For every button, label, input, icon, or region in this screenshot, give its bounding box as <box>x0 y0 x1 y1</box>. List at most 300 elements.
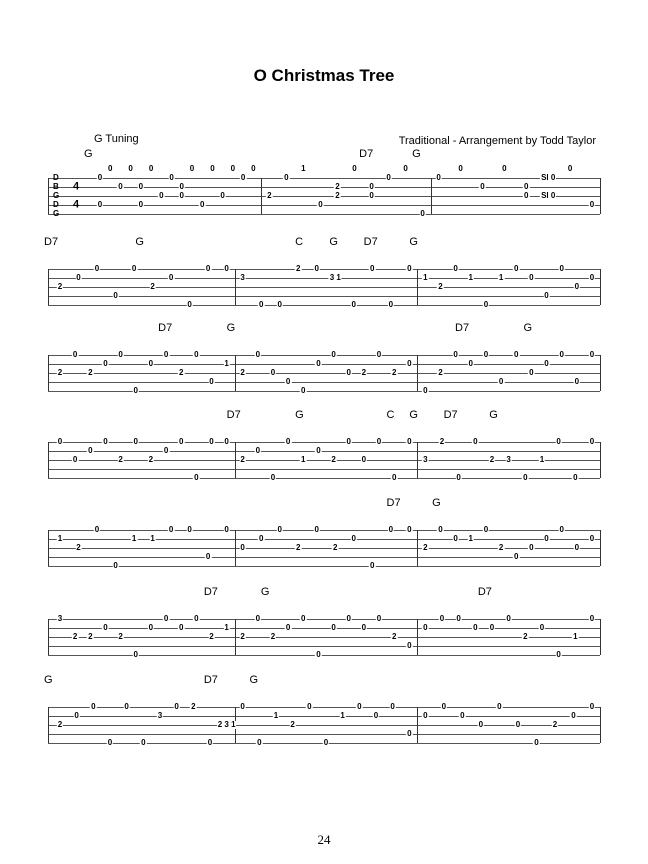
fret-number: 0 <box>128 164 133 173</box>
fret-number: 0 <box>357 702 362 711</box>
string-line <box>48 646 600 647</box>
chord-symbol: G <box>329 236 338 248</box>
fret-number: 0 <box>323 738 329 747</box>
chord-symbol: D7 <box>455 322 470 334</box>
fret-number: 0 <box>72 350 78 359</box>
string-line <box>48 530 600 531</box>
string-line <box>48 655 600 656</box>
fret-number: 0 <box>483 300 489 309</box>
string-line <box>48 637 600 638</box>
fret-number: 0 <box>76 273 81 282</box>
fret-number: 0 <box>141 738 146 747</box>
fret-number: 0 <box>407 641 412 650</box>
chord-symbol: G <box>260 586 270 598</box>
fret-number: 0 <box>220 191 225 200</box>
fret-number: 0 <box>370 561 375 570</box>
fret-number: 0 <box>453 264 458 273</box>
fret-number: 3 <box>506 455 511 464</box>
fret-number: 0 <box>489 623 495 632</box>
fret-number: 0 <box>331 350 336 359</box>
barline <box>235 619 236 655</box>
fret-number: 0 <box>514 264 519 273</box>
fret-number: 0 <box>571 711 576 720</box>
fret-number: 0 <box>168 273 174 282</box>
fret-number: 0 <box>224 525 229 534</box>
string-line <box>48 382 600 383</box>
barline <box>417 269 418 305</box>
fret-number: 0 <box>498 377 504 386</box>
fret-number: 0 <box>94 525 100 534</box>
fret-number: 0 <box>94 264 100 273</box>
barline <box>417 619 418 655</box>
fret-number: 0 <box>407 264 412 273</box>
song-title: O Christmas Tree <box>253 66 395 85</box>
chord-symbol: G <box>295 409 304 421</box>
fret-number: 3 <box>57 614 63 623</box>
fret-number: 0 <box>277 525 282 534</box>
fret-number: 0 <box>318 200 323 209</box>
chord-symbol: D7 <box>203 674 218 686</box>
fret-number: 0 <box>187 300 192 309</box>
string-line <box>48 373 600 374</box>
fret-number: 0 <box>534 738 539 747</box>
fret-number: 0 <box>589 273 595 282</box>
chord-symbol: G <box>409 236 418 248</box>
fret-number: 0 <box>420 209 425 218</box>
fret-number: 0 <box>124 702 129 711</box>
fret-number: 0 <box>131 264 137 273</box>
barline <box>417 707 418 743</box>
fret-number: 0 <box>438 525 443 534</box>
fret-number: 0 <box>559 525 564 534</box>
chord-symbol: D7 <box>44 236 59 248</box>
fret-number: 0 <box>205 552 211 561</box>
fret-number: 0 <box>589 200 595 209</box>
barline <box>600 178 601 214</box>
fret-number: 0 <box>255 446 261 455</box>
fret-number: 0 <box>285 377 291 386</box>
fret-number: 0 <box>163 350 169 359</box>
fret-number: 2 <box>523 632 528 641</box>
fret-number: 2 <box>552 720 558 729</box>
fret-number: 1 <box>468 273 474 282</box>
fret-number: 1 <box>301 164 306 173</box>
fret-number: 0 <box>529 368 534 377</box>
chord-symbol: G <box>44 674 53 686</box>
fret-number: 0 <box>423 386 428 395</box>
fret-number: 1 <box>150 534 155 543</box>
fret-number: 2 <box>439 437 445 446</box>
fret-number: 0 <box>369 182 374 191</box>
fret-number: 1 <box>131 534 137 543</box>
fret-number: 0 <box>301 386 306 395</box>
fret-number: 0 <box>316 446 321 455</box>
fret-number: 0 <box>370 264 375 273</box>
fret-number: 3 <box>240 273 245 282</box>
barline <box>417 530 418 566</box>
barline <box>235 442 236 478</box>
string-name: D <box>53 200 59 209</box>
string-name: G <box>53 191 60 200</box>
fret-number: 2 <box>178 368 184 377</box>
fret-number: 0 <box>240 173 246 182</box>
fret-number: 0 <box>148 164 154 173</box>
fret-number: 0 <box>88 446 93 455</box>
string-line <box>48 205 600 206</box>
fret-number: 2 <box>423 543 428 552</box>
fret-number: 1 <box>340 711 345 720</box>
barline <box>48 442 49 478</box>
fret-number: 0 <box>301 614 306 623</box>
fret-number: 0 <box>589 534 595 543</box>
fret-number: 0 <box>574 543 580 552</box>
fret-number: 0 <box>483 350 489 359</box>
fret-number: 0 <box>574 282 580 291</box>
fret-number: 2 <box>209 632 214 641</box>
fret-number: 0 <box>346 437 351 446</box>
fret-number: 0 <box>240 702 245 711</box>
fret-number: 0 <box>559 264 564 273</box>
fret-number: 1 <box>224 359 229 368</box>
arrangement-credit: Traditional - Arrangement by Todd Taylor <box>398 135 596 147</box>
chord-symbol: G <box>249 674 259 686</box>
barline <box>235 530 236 566</box>
barline <box>600 619 601 655</box>
fret-number: 0 <box>205 264 211 273</box>
fret-number: 0 <box>194 614 199 623</box>
fret-number: 2 <box>333 543 338 552</box>
fret-number: 1 <box>224 623 229 632</box>
fret-number: 2 <box>331 455 336 464</box>
string-line <box>48 442 600 443</box>
fret-number: 0 <box>589 702 595 711</box>
string-name: D <box>53 173 59 182</box>
fret-number: 0 <box>258 300 264 309</box>
fret-number: 0 <box>174 702 179 711</box>
fret-number: 0 <box>103 359 108 368</box>
fret-number: 0 <box>376 437 382 446</box>
fret-number: 0 <box>148 623 154 632</box>
fret-number: 1 <box>57 534 63 543</box>
fret-number: 0 <box>133 386 138 395</box>
fret-number: 0 <box>514 552 519 561</box>
fret-number: 0 <box>314 525 319 534</box>
string-line <box>48 469 600 470</box>
fret-number: 0 <box>351 534 356 543</box>
fret-number: 0 <box>251 164 256 173</box>
chord-symbol: D7 <box>363 236 378 248</box>
fret-number: 0 <box>118 350 123 359</box>
fret-number: 0 <box>544 359 549 368</box>
fret-number: 0 <box>113 291 118 300</box>
fret-number: 2 <box>391 368 397 377</box>
chord-symbol: C <box>295 236 304 248</box>
fret-number: 0 <box>544 291 549 300</box>
fret-number: 0 <box>138 182 144 191</box>
fret-number: 0 <box>331 623 336 632</box>
fret-number: 0 <box>103 437 108 446</box>
fret-number: 0 <box>369 191 374 200</box>
fret-number: 2 <box>295 543 301 552</box>
fret-number: 0 <box>179 191 184 200</box>
fret-number: 0 <box>199 200 205 209</box>
fret-number: 0 <box>460 711 465 720</box>
string-line <box>48 391 600 392</box>
fret-number: 2 <box>57 282 63 291</box>
fret-number: 0 <box>589 614 595 623</box>
chord-symbol: G <box>226 322 236 334</box>
string-line <box>48 566 600 567</box>
fret-number: 2 <box>118 632 123 641</box>
fret-number: 0 <box>224 437 229 446</box>
string-line <box>48 548 600 549</box>
fret-number: 0 <box>388 525 394 534</box>
chord-symbol: D7 <box>226 409 241 421</box>
fret-number: 0 <box>187 525 192 534</box>
fret-number: 0 <box>194 473 199 482</box>
chord-symbol: D7 <box>386 497 401 509</box>
string-line <box>48 716 600 717</box>
fret-number: 0 <box>589 350 595 359</box>
fret-number: 0 <box>57 437 63 446</box>
fret-number: 0 <box>544 534 549 543</box>
fret-number: 0 <box>163 446 169 455</box>
barline <box>235 355 236 391</box>
fret-number: 0 <box>515 720 521 729</box>
string-line <box>48 478 600 479</box>
fret-number: 0 <box>361 455 367 464</box>
fret-number: 3 <box>157 711 163 720</box>
fret-number: 0 <box>346 614 351 623</box>
fret-number: 1 <box>273 711 279 720</box>
string-line <box>48 707 600 708</box>
fret-number: 2 3 1 <box>217 720 236 729</box>
chord-symbol: G <box>135 236 144 248</box>
chord-symbol: C <box>386 409 395 421</box>
fret-number: 0 <box>361 623 367 632</box>
fret-number: 0 <box>529 543 534 552</box>
fret-number: 0 <box>257 738 262 747</box>
fret-number: 3 <box>423 455 428 464</box>
fret-number: 0 <box>473 437 478 446</box>
barline <box>417 355 418 391</box>
fret-number: 0 <box>307 702 312 711</box>
fret-number: 2 <box>438 368 443 377</box>
barline <box>261 178 262 214</box>
fret-number: 0 <box>407 437 412 446</box>
fret-number: 0 <box>423 623 428 632</box>
barline <box>417 442 418 478</box>
string-line <box>48 287 600 288</box>
string-line <box>48 214 600 215</box>
fret-number: 0 <box>97 173 103 182</box>
string-line <box>48 451 600 452</box>
fret-number: 2 <box>290 720 295 729</box>
barline <box>600 355 601 391</box>
fret-number: 0 <box>285 623 291 632</box>
fret-number: Sl 0 <box>541 173 556 182</box>
fret-number: 0 <box>314 264 319 273</box>
barline <box>600 442 601 478</box>
fret-number: 0 <box>133 650 138 659</box>
fret-number: 1 <box>468 534 474 543</box>
tuning-label: G Tuning <box>94 133 139 145</box>
fret-number: 0 <box>391 473 397 482</box>
fret-number: 0 <box>133 437 138 446</box>
fret-number: 1 <box>423 273 428 282</box>
fret-number: 0 <box>224 264 229 273</box>
chord-symbol: D7 <box>477 586 492 598</box>
fret-number: 0 <box>458 164 463 173</box>
fret-number: 3 1 <box>329 273 341 282</box>
fret-number: 0 <box>255 350 261 359</box>
fret-number: 0 <box>506 614 511 623</box>
barline <box>600 530 601 566</box>
fret-number: 0 <box>574 377 580 386</box>
fret-number: 0 <box>210 164 215 173</box>
chord-symbol: G <box>409 409 418 421</box>
fret-number: 0 <box>316 359 321 368</box>
fret-number: 2 <box>240 455 245 464</box>
fret-number: 2 <box>57 720 63 729</box>
fret-number: 0 <box>456 614 461 623</box>
barline <box>48 269 49 305</box>
chord-symbol: G <box>432 497 441 509</box>
barline <box>48 619 49 655</box>
fret-number: 0 <box>107 738 113 747</box>
chord-symbol: G <box>523 322 533 334</box>
fret-number: 2 <box>295 264 301 273</box>
fret-number: 2 <box>267 191 272 200</box>
fret-number: 2 <box>72 632 78 641</box>
fret-number: 0 <box>163 614 169 623</box>
fret-number: 0 <box>316 650 321 659</box>
fret-number: 2 <box>240 632 245 641</box>
fret-number: 0 <box>589 437 595 446</box>
fret-number: 0 <box>386 173 391 182</box>
fret-number: 0 <box>284 173 289 182</box>
fret-number: 2 <box>438 282 443 291</box>
fret-number: 0 <box>107 164 113 173</box>
fret-number: 0 <box>209 437 214 446</box>
fret-number: Sl 0 <box>541 191 556 200</box>
fret-number: 0 <box>72 455 78 464</box>
fret-number: 1 <box>301 455 306 464</box>
fret-number: 0 <box>270 473 276 482</box>
fret-number: 0 <box>74 711 79 720</box>
fret-number: 0 <box>159 191 164 200</box>
chord-symbol: D7 <box>359 148 374 160</box>
string-line <box>48 619 600 620</box>
fret-number: 0 <box>178 437 184 446</box>
fret-number: 0 <box>407 359 412 368</box>
fret-number: 0 <box>480 182 485 191</box>
string-line <box>48 187 600 188</box>
fret-number: 0 <box>240 543 245 552</box>
fret-number: 0 <box>556 437 561 446</box>
fret-number: 0 <box>388 300 394 309</box>
fret-number: 0 <box>407 525 412 534</box>
fret-number: 2 <box>489 455 495 464</box>
fret-number: 0 <box>258 534 264 543</box>
time-signature-top: 4 <box>73 180 80 193</box>
fret-number: 0 <box>113 561 118 570</box>
fret-number: 0 <box>376 614 382 623</box>
fret-number: 0 <box>497 702 502 711</box>
fret-number: 0 <box>403 164 408 173</box>
fret-number: 0 <box>285 437 291 446</box>
fret-number: 0 <box>524 191 529 200</box>
fret-number: 1 <box>573 632 578 641</box>
fret-number: 0 <box>118 182 123 191</box>
fret-number: 0 <box>138 200 144 209</box>
fret-number: 2 <box>391 632 397 641</box>
barline <box>48 355 49 391</box>
fret-number: 0 <box>168 525 174 534</box>
barline <box>48 178 49 214</box>
time-signature-bottom: 4 <box>73 198 80 211</box>
chord-symbol: D7 <box>443 409 458 421</box>
barline <box>600 269 601 305</box>
fret-number: 0 <box>529 273 534 282</box>
string-line <box>48 178 600 179</box>
chord-symbol: G <box>489 409 498 421</box>
fret-number: 0 <box>103 623 108 632</box>
fret-number: 0 <box>478 720 484 729</box>
fret-number: 2 <box>191 702 196 711</box>
fret-number: 2 <box>118 455 123 464</box>
fret-number: 0 <box>373 711 379 720</box>
fret-number: 0 <box>407 729 412 738</box>
fret-number: 0 <box>453 350 458 359</box>
fret-number: 2 <box>57 368 63 377</box>
chord-symbol: G <box>412 148 421 160</box>
fret-number: 2 <box>148 455 154 464</box>
fret-number: 2 <box>88 368 93 377</box>
fret-number: 2 <box>76 543 81 552</box>
fret-number: 0 <box>523 473 528 482</box>
fret-number: 2 <box>361 368 367 377</box>
fret-number: 0 <box>97 200 103 209</box>
string-name: B <box>53 182 59 191</box>
fret-number: 0 <box>502 164 507 173</box>
fret-number: 0 <box>376 350 382 359</box>
barline <box>235 269 236 305</box>
string-line <box>48 296 600 297</box>
fret-number: 1 <box>498 273 504 282</box>
chord-symbol: D7 <box>203 586 218 598</box>
fret-number: 0 <box>352 164 357 173</box>
string-line <box>48 628 600 629</box>
fret-number: 0 <box>207 738 213 747</box>
fret-number: 0 <box>439 614 445 623</box>
fret-number: 0 <box>346 368 351 377</box>
fret-number: 2 <box>150 282 155 291</box>
fret-number: 0 <box>209 377 214 386</box>
fret-number: 0 <box>436 173 441 182</box>
fret-number: 0 <box>169 173 174 182</box>
fret-number: 2 <box>498 543 504 552</box>
fret-number: 0 <box>453 534 458 543</box>
barline <box>431 178 432 214</box>
fret-number: 0 <box>456 473 461 482</box>
barline <box>48 530 49 566</box>
string-line <box>48 196 600 197</box>
chord-symbol: G <box>84 148 93 160</box>
fret-number: 0 <box>441 702 447 711</box>
fret-number: 0 <box>473 623 478 632</box>
fret-number: 2 <box>88 632 93 641</box>
